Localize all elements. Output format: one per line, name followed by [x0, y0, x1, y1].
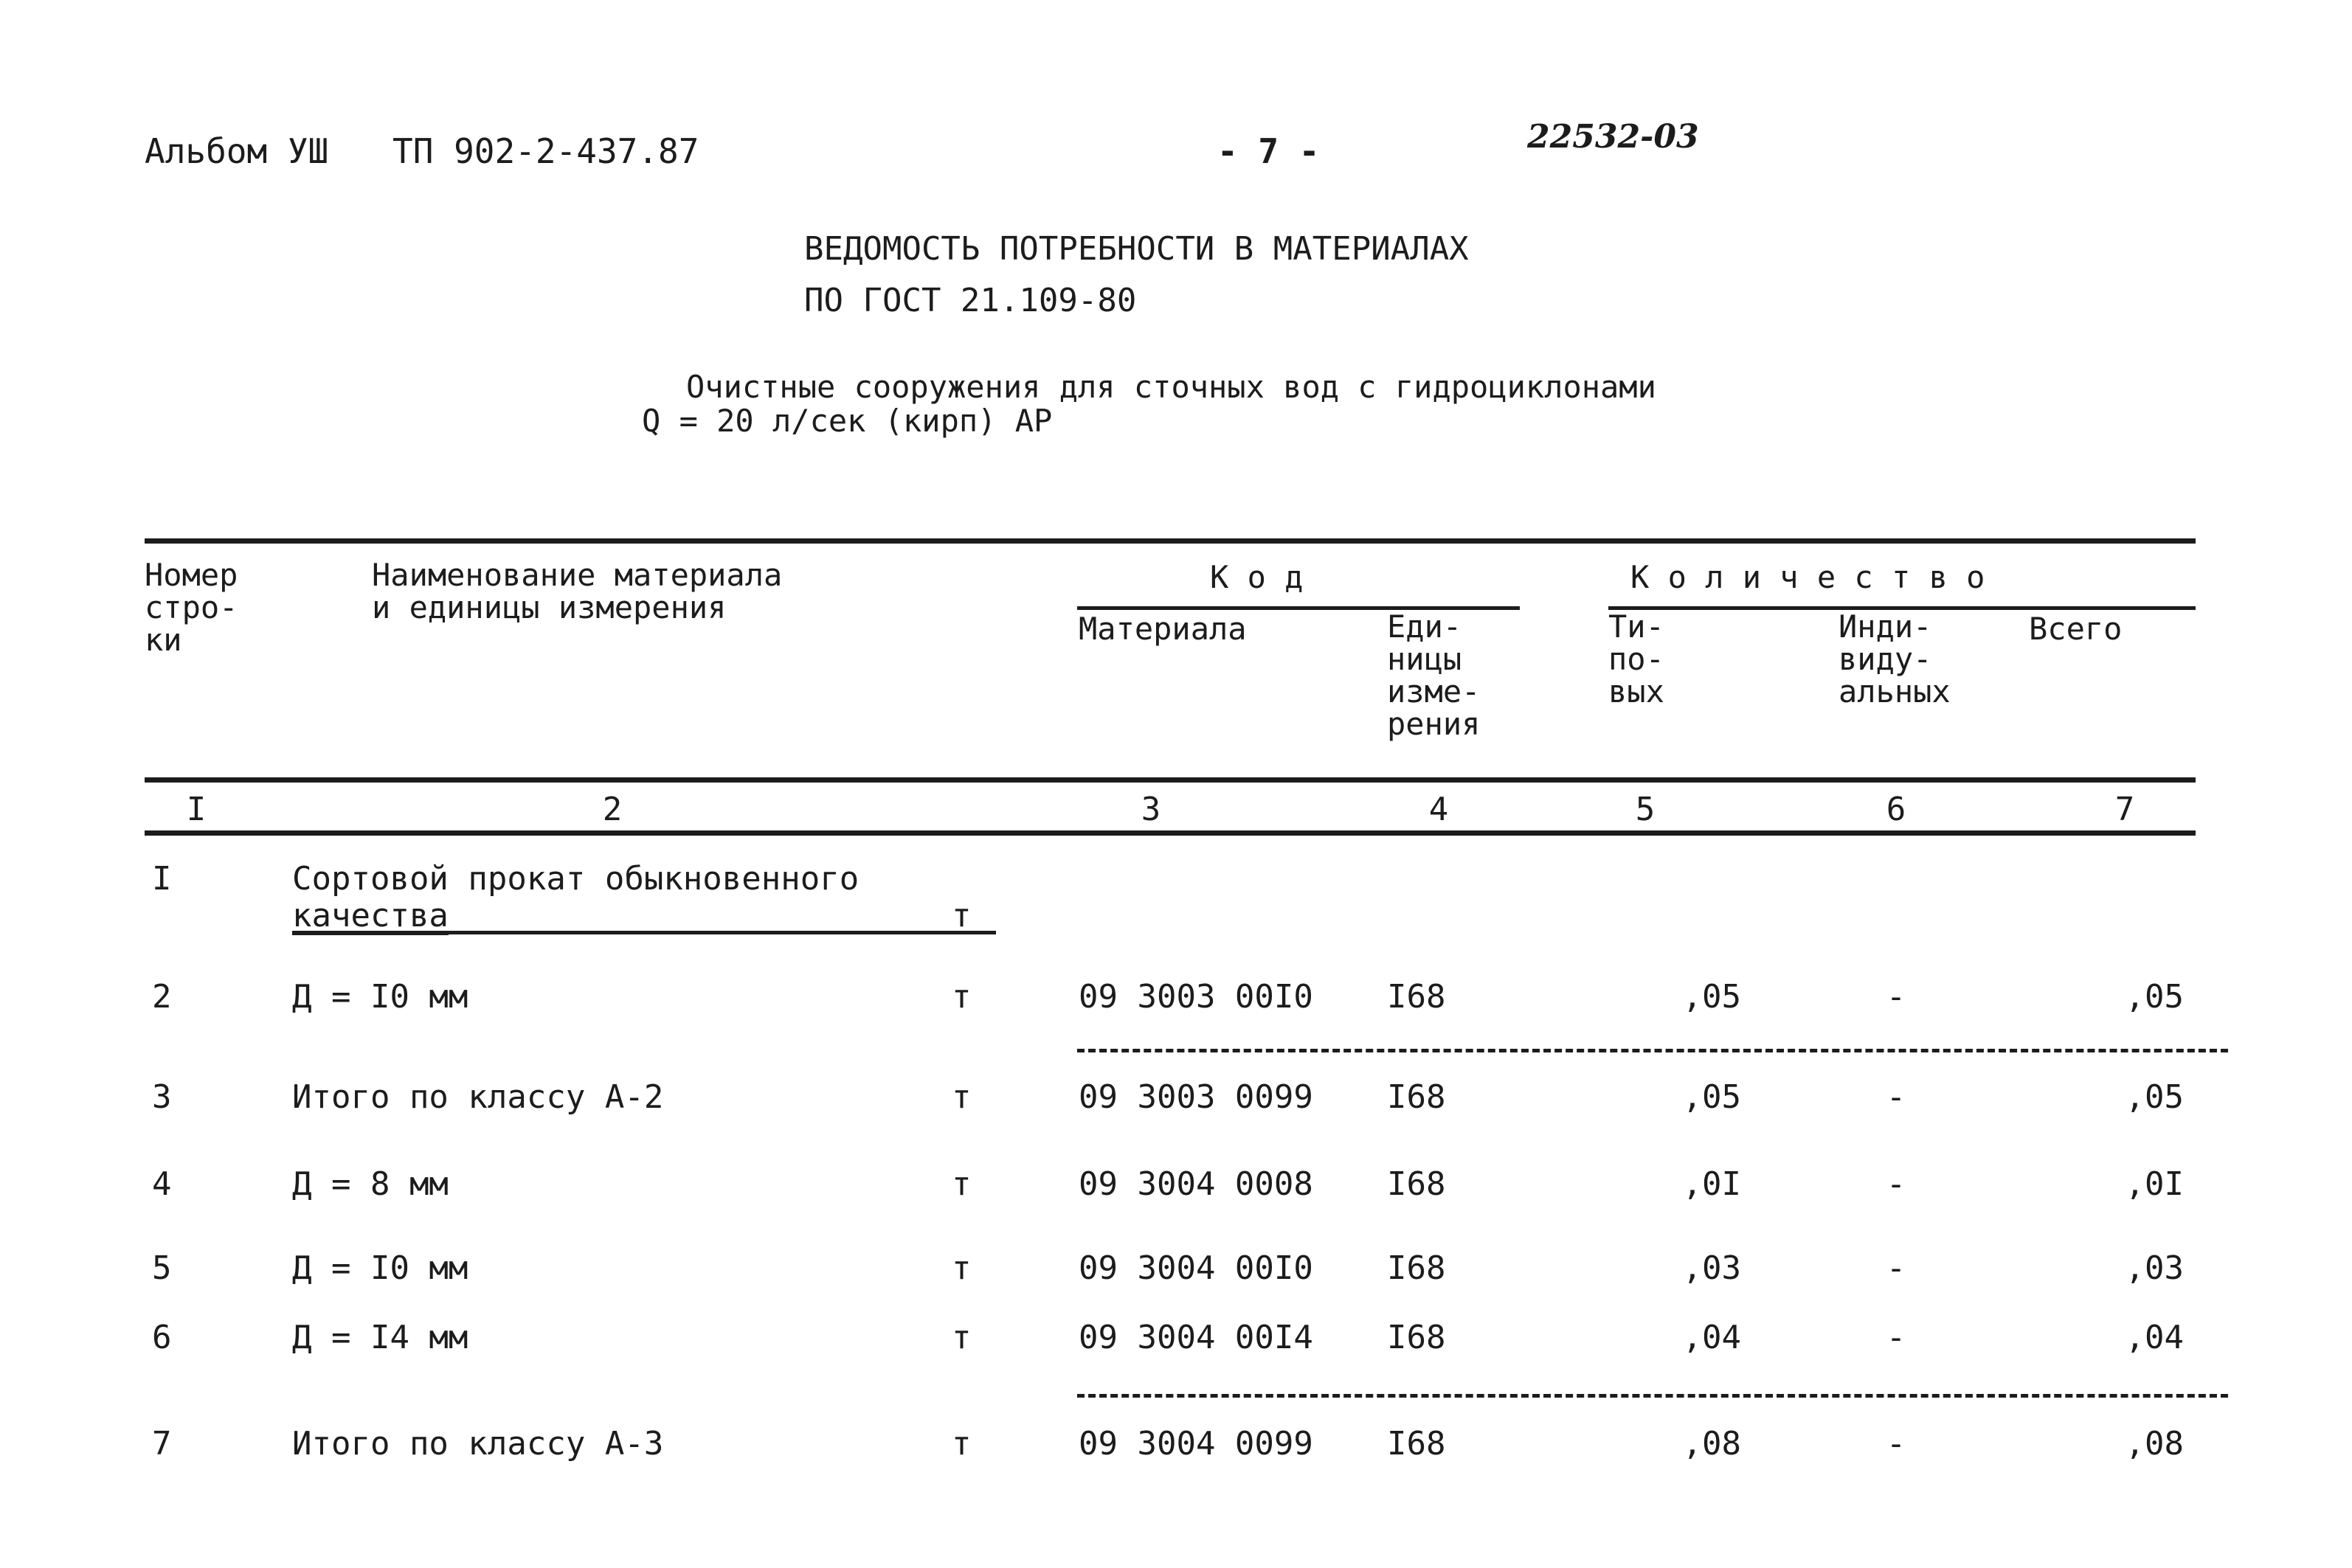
qty-individual: -	[1886, 1425, 1906, 1463]
qty-total: ,0I	[2125, 1165, 2184, 1203]
row-number: 5	[152, 1249, 172, 1287]
row-number: 7	[152, 1425, 172, 1463]
qty-total: ,03	[2125, 1249, 2184, 1287]
qty-total: ,08	[2125, 1425, 2184, 1463]
unit: т	[952, 978, 972, 1016]
object-description: Очистные сооружения для сточных вод с гидроциклонами	[686, 369, 1656, 405]
column-number: 4	[1428, 791, 1449, 828]
unit: т	[952, 1425, 972, 1463]
header-material-code: Материала	[1079, 611, 1247, 647]
column-number: 5	[1635, 791, 1656, 828]
project-number: ТП 902-2-437.87	[392, 131, 699, 171]
header-bottom-rule	[145, 777, 2196, 783]
capacity-note: Q = 20 л/сек (кирп) АР	[642, 403, 1053, 439]
header-typical: Ти- по- вых	[1608, 608, 1664, 710]
row-number: 2	[152, 978, 172, 1016]
section-underline	[292, 931, 996, 934]
column-number: 7	[2114, 791, 2135, 828]
header-unit-code: Еди- ницы изме- рения	[1387, 608, 1481, 742]
album-label: Альбом УШ	[145, 131, 329, 171]
row-number: 3	[152, 1078, 172, 1116]
qty-total: ,04	[2125, 1319, 2184, 1356]
header-quantity-group: К о л и ч е с т в о	[1630, 559, 1985, 595]
qty-total: ,05	[2125, 1078, 2184, 1116]
material-name: Д = I0 мм	[292, 1249, 468, 1287]
qty-individual: -	[1886, 1078, 1906, 1116]
handwritten-code: 22532-03	[1527, 118, 1699, 156]
header-row-number: Номер стро- ки	[145, 557, 238, 658]
column-numbers-rule	[145, 830, 2196, 836]
qty-individual: -	[1886, 1249, 1906, 1287]
material-name: Итого по классу А-3	[292, 1425, 664, 1463]
column-number: 3	[1141, 791, 1161, 828]
material-code: 09 3004 0008	[1079, 1165, 1313, 1203]
standard-reference: ПО ГОСТ 21.109-80	[804, 282, 1137, 319]
section-title-continued: качества	[292, 897, 449, 934]
header-material-name: Наименование материала и единицы измерения	[372, 557, 783, 625]
material-code: 09 3004 00I4	[1079, 1319, 1313, 1356]
qty-typical: ,05	[1682, 1078, 1741, 1116]
column-number: 2	[602, 791, 623, 828]
header-individual: Инди- виду- альных	[1839, 608, 1951, 710]
qty-total: ,05	[2125, 978, 2184, 1016]
subtotal-separator	[1077, 1049, 2228, 1052]
header-code-group: К о д	[1210, 559, 1304, 595]
unit: т	[952, 1165, 972, 1203]
unit: т	[952, 1078, 972, 1116]
column-number: I	[186, 791, 207, 828]
page-number: - 7 -	[1217, 131, 1320, 171]
row-number: 6	[152, 1319, 172, 1356]
unit-code: I68	[1387, 1078, 1446, 1116]
subtotal-separator	[1077, 1394, 2228, 1398]
unit-code: I68	[1387, 1425, 1446, 1463]
qty-individual: -	[1886, 1165, 1906, 1203]
unit: т	[952, 1249, 972, 1287]
column-number: 6	[1886, 791, 1906, 828]
qty-typical: ,05	[1682, 978, 1741, 1016]
section-title: Сортовой прокат обыкновенного	[292, 860, 859, 898]
qty-typical: ,04	[1682, 1319, 1741, 1356]
material-code: 09 3003 0099	[1079, 1078, 1313, 1116]
row-number: 4	[152, 1165, 172, 1203]
material-name: Д = 8 мм	[292, 1165, 449, 1203]
material-name: Итого по классу А-2	[292, 1078, 664, 1116]
material-code: 09 3004 0099	[1079, 1425, 1313, 1463]
unit-code: I68	[1387, 1249, 1446, 1287]
qty-individual: -	[1886, 1319, 1906, 1356]
table-top-rule	[145, 538, 2196, 544]
section-number: I	[152, 860, 172, 898]
material-name: Д = I4 мм	[292, 1319, 468, 1356]
material-name: Д = I0 мм	[292, 978, 468, 1016]
material-code: 09 3003 00I0	[1079, 978, 1313, 1016]
unit-code: I68	[1387, 1165, 1446, 1203]
qty-typical: ,03	[1682, 1249, 1741, 1287]
material-code: 09 3004 00I0	[1079, 1249, 1313, 1287]
unit-code: I68	[1387, 1319, 1446, 1356]
qty-typical: ,08	[1682, 1425, 1741, 1463]
document-title: ВЕДОМОСТЬ ПОТРЕБНОСТИ В МАТЕРИАЛАХ	[804, 230, 1469, 268]
section-unit: т	[952, 897, 972, 934]
unit: т	[952, 1319, 972, 1356]
header-total: Всего	[2029, 611, 2123, 647]
qty-individual: -	[1886, 978, 1906, 1016]
qty-typical: ,0I	[1682, 1165, 1741, 1203]
unit-code: I68	[1387, 978, 1446, 1016]
